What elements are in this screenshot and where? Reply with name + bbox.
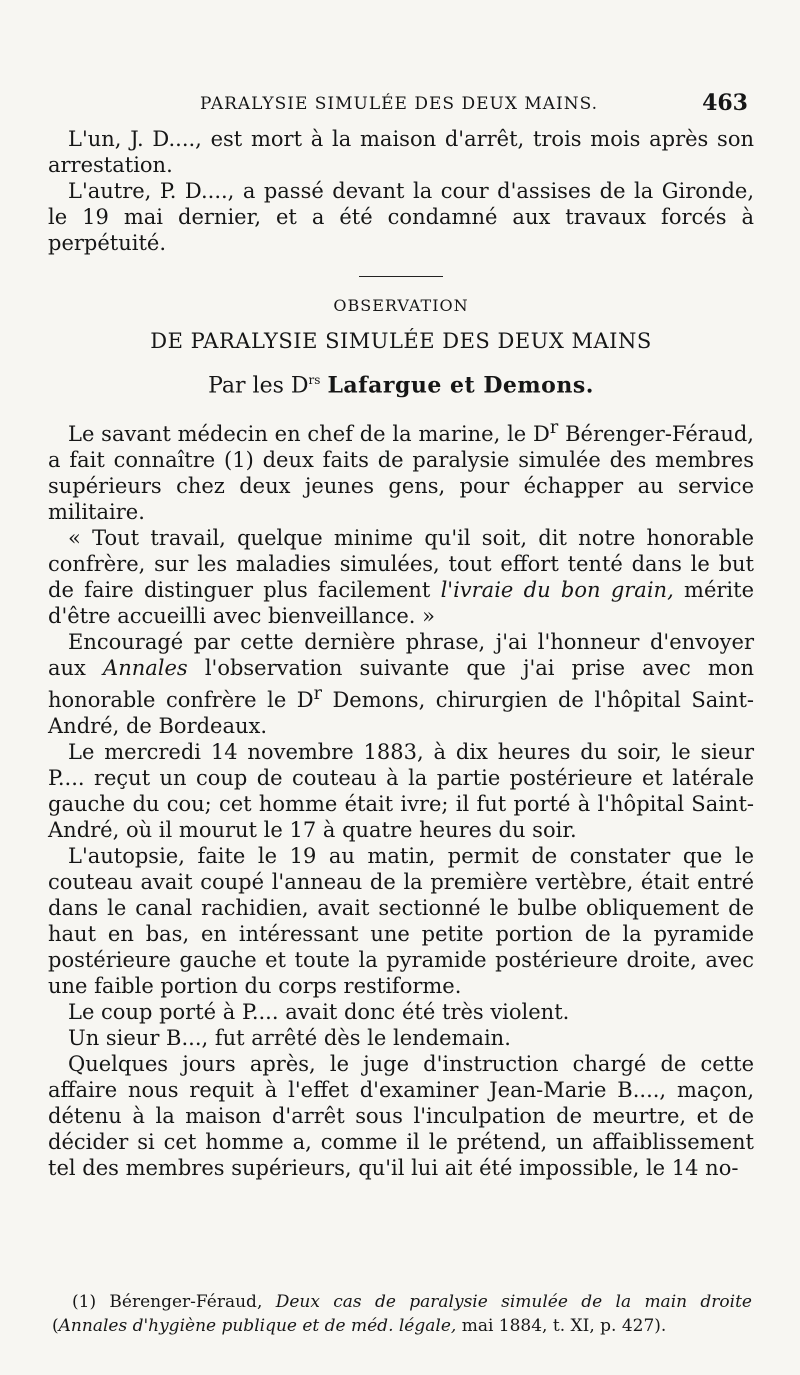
paragraph-9: Un sieur B..., fut arrêté dès le lendemain.	[68, 1026, 511, 1051]
body-text	[48, 126, 754, 1181]
footnote-italic-1: Deux cas de paralysie simulée de la main droite	[275, 1292, 752, 1312]
section-divider	[359, 276, 443, 277]
observation-authors	[48, 367, 754, 399]
paragraph-7: L'autopsie, faite le 19 au matin, permit de constater que le couteau avait coupé l'anneau de la première vertèbre, était entré dans le canal rachidien, avait sectionné le bulbe obliquement de haut en bas, en intéressant une petite portion de la pyramide postérieure gauche et toute la pyramide postérieure droite, avec une faible portion du corps restiforme.	[48, 844, 754, 999]
p3-text-b: Bérenger-Féraud, a fait connaître (1) deux faits de paralysie simulée des membres supérieurs chez deux jeunes gens, pour échapper au service militaire.	[48, 422, 754, 525]
p4-italic: l'ivraie du bon grain,	[440, 578, 674, 603]
footnote-text	[52, 1290, 752, 1338]
footnote-b: (	[52, 1316, 59, 1336]
paragraph-intro-2: L'autre, P. D...., a passé devant la cour d'assises de la Gironde, le 19 mai dernier, et a été condamné aux travaux forcés à perpétuité.	[48, 179, 754, 255]
footnote-a: (1) Bérenger-Féraud,	[72, 1292, 276, 1312]
observation-title: DE PARALYSIE SIMULÉE DES DEUX MAINS	[150, 329, 652, 353]
p5-italic: Annales	[103, 656, 188, 681]
p3-sup: r	[549, 418, 559, 439]
p4-text-b: mérite d'être accueilli avec bienveillance. »	[48, 578, 755, 629]
paragraph-3	[48, 415, 754, 525]
p5-sup: r	[313, 684, 322, 705]
authors-sup: rs	[308, 373, 321, 387]
paragraph-8: Le coup porté à P.... avait donc été très violent.	[68, 1000, 570, 1025]
paragraph-5	[48, 629, 754, 739]
p3-text-a: Le savant médecin en chef de la marine, le D	[68, 422, 550, 447]
observation-label: OBSERVATION	[333, 296, 469, 315]
page-header	[48, 92, 750, 118]
running-title: PARALYSIE SIMULÉE DES DEUX MAINS.	[199, 94, 599, 114]
paragraph-10: Quelques jours après, le juge d'instruction chargé de cette affaire nous requit à l'effet d'examiner Jean-Marie B...., maçon, détenu à la maison d'arrêt sous l'inculpation de meurtre, et de décider si cet homme a, comme il le prétend, un affaiblissement tel des membres supérieurs, qu'il lui ait été impossible, le 14 no-	[48, 1052, 754, 1181]
paragraph-intro-1: L'un, J. D...., est mort à la maison d'arrêt, trois mois après son arrestation.	[48, 127, 754, 177]
p5-text-a: Encouragé par cette dernière phrase, j'ai l'honneur d'envoyer aux	[48, 630, 754, 681]
authors-names: Lafargue et Demons.	[327, 372, 594, 399]
paragraph-6: Le mercredi 14 novembre 1883, à dix heures du soir, le sieur P.... reçut un coup de couteau à la partie postérieure et latérale gauche du cou; cet homme était ivre; il fut porté à l'hôpital Saint-André, où il mourut le 17 à quatre heures du soir.	[48, 740, 754, 843]
paragraph-4	[48, 525, 754, 629]
authors-prefix: Par les D	[208, 373, 309, 399]
page-number: 463	[702, 90, 748, 116]
footnote-italic-2: Annales d'hygiène publique et de méd. légale,	[58, 1316, 457, 1336]
p5-text-b: l'observation suivante que j'ai prise avec mon honorable confrère le D	[48, 656, 754, 713]
p4-text-a: « Tout travail, quelque minime qu'il soit, dit notre honorable confrère, sur les maladies simulées, tout effort tenté dans le but de faire distinguer plus facilement	[48, 526, 754, 603]
footnote-c: mai 1884, t. XI, p. 427).	[456, 1316, 667, 1336]
footnote	[52, 1290, 752, 1338]
p5-text-c: Demons, chirurgien de l'hôpital Saint-André, de Bordeaux.	[48, 688, 755, 739]
